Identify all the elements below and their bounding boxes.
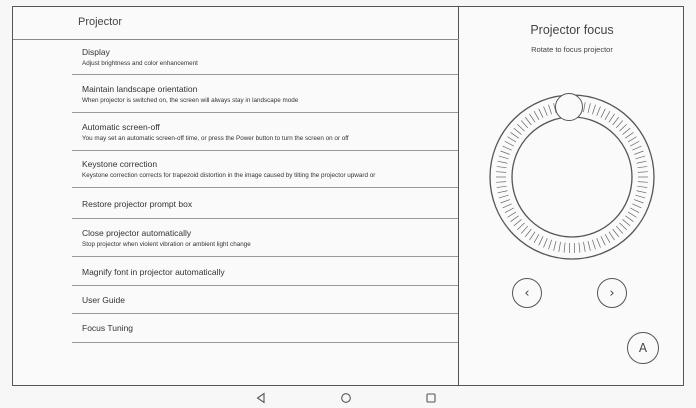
- dial-tick: [505, 141, 514, 146]
- dial-tick: [514, 128, 522, 134]
- dial-tick: [583, 242, 585, 252]
- setting-title: Display: [82, 47, 110, 57]
- dial-tick: [496, 182, 506, 183]
- recents-square-icon[interactable]: [425, 392, 437, 404]
- dial-tick: [597, 107, 601, 116]
- dial-tick: [534, 111, 539, 120]
- dial-tick: [601, 109, 605, 118]
- dial-tick: [637, 161, 647, 163]
- dial-tick: [623, 219, 631, 225]
- setting-subtitle: Keystone correction corrects for trapezoid distortion in the image caused by tilting the projector upward or: [82, 172, 376, 179]
- setting-title: Magnify font in projector automatically: [82, 267, 225, 277]
- dial-tick: [588, 103, 590, 113]
- system-navbar: [0, 386, 696, 408]
- dial-tick: [499, 195, 509, 198]
- setting-item-landscape[interactable]: [72, 75, 458, 113]
- dial-tick: [496, 172, 506, 173]
- dial-tick: [623, 128, 631, 134]
- dial-tick: [549, 105, 552, 115]
- window-frame: [12, 6, 684, 386]
- focus-subtitle: Rotate to focus projector: [531, 45, 613, 54]
- dial-tick: [597, 238, 601, 247]
- dial-tick: [579, 243, 580, 253]
- chevron-left-icon: ‹: [524, 285, 530, 301]
- setting-title: Automatic screen-off: [82, 122, 160, 132]
- setting-item-user-guide[interactable]: [72, 286, 458, 314]
- focus-panel: [460, 7, 684, 385]
- dial-tick: [619, 124, 626, 131]
- dial-tick: [501, 151, 510, 154]
- dial-tick: [634, 200, 643, 203]
- dial-tick: [544, 238, 548, 247]
- dial-tick: [616, 226, 623, 233]
- dial-tick: [501, 200, 510, 203]
- setting-subtitle: When projector is switched on, the screen will always stay in landscape mode: [82, 97, 299, 104]
- focus-title: Projector focus: [530, 23, 614, 37]
- dial-tick: [630, 141, 639, 146]
- dial-tick: [613, 117, 619, 125]
- dial-tick: [635, 195, 645, 198]
- dial-tick: [634, 151, 643, 154]
- dial-tick: [630, 208, 639, 213]
- setting-item-close-auto[interactable]: [72, 219, 458, 257]
- dial-tick: [605, 234, 610, 243]
- focus-next-button[interactable]: [597, 278, 627, 308]
- dial-tick: [517, 124, 524, 131]
- dial-tick: [503, 204, 512, 208]
- dial-tick: [554, 241, 556, 251]
- dial-tick: [539, 236, 543, 245]
- setting-item-focus-tuning[interactable]: [72, 314, 458, 343]
- focus-prev-button[interactable]: [512, 278, 542, 308]
- dial-tick: [499, 156, 509, 159]
- dial-tick: [638, 172, 648, 173]
- dial-tick: [514, 219, 522, 225]
- auto-focus-icon: A: [638, 341, 648, 355]
- dial-tick: [517, 223, 524, 230]
- dial-tick: [588, 241, 590, 251]
- dial-tick: [592, 240, 595, 250]
- setting-subtitle: Stop projector when violent vibration or ambient light change: [82, 241, 251, 248]
- setting-title: Close projector automatically: [82, 228, 192, 238]
- settings-list: [72, 41, 458, 343]
- dial-tick: [544, 107, 548, 116]
- dial-tick: [583, 102, 585, 112]
- dial-tick: [637, 191, 647, 193]
- dial-tick: [635, 156, 645, 159]
- setting-subtitle: You may set an automatic screen-off time, or press the Power button to turn the screen on or off: [82, 135, 349, 142]
- back-triangle-icon[interactable]: [255, 392, 267, 404]
- dial-tick: [498, 161, 508, 163]
- dial-tick: [605, 111, 610, 120]
- page-title: Projector: [78, 16, 123, 28]
- dial-tick: [511, 132, 519, 138]
- settings-header: [13, 7, 459, 40]
- dial-tick: [637, 186, 647, 187]
- dial-tick: [564, 243, 565, 253]
- setting-item-display[interactable]: [72, 41, 458, 75]
- dial-tick: [530, 114, 536, 122]
- dial-tick: [632, 204, 641, 208]
- setting-item-restore-prompt[interactable]: [72, 188, 458, 219]
- settings-panel: [13, 7, 459, 385]
- dial-tick: [525, 229, 531, 237]
- setting-title: Maintain landscape orientation: [82, 84, 198, 94]
- dial-tick: [632, 146, 641, 150]
- dial-tick: [530, 232, 536, 240]
- setting-item-screen-off[interactable]: [72, 113, 458, 151]
- dial-tick: [609, 114, 615, 122]
- setting-subtitle: Adjust brightness and color enhancement: [82, 60, 198, 67]
- dial-tick: [534, 234, 539, 243]
- dial-tick: [505, 208, 514, 213]
- dial-tick: [497, 166, 507, 167]
- dial-tick: [601, 236, 605, 245]
- dial-tick: [549, 240, 552, 250]
- dial-tick: [525, 117, 531, 125]
- setting-title: Focus Tuning: [82, 323, 134, 333]
- setting-item-magnify-font[interactable]: [72, 257, 458, 286]
- dial-tick: [508, 137, 516, 142]
- setting-title: User Guide: [82, 295, 125, 305]
- setting-title: Keystone correction: [82, 159, 158, 169]
- dial-tick: [628, 212, 636, 217]
- dial-tick: [609, 232, 615, 240]
- dial-tick: [619, 223, 626, 230]
- dial-tick: [628, 137, 636, 142]
- dial-tick: [498, 191, 508, 193]
- dial-tick: [625, 132, 633, 138]
- focus-knob-handle[interactable]: [555, 93, 583, 121]
- dial-tick: [521, 121, 528, 128]
- setting-item-keystone[interactable]: [72, 151, 458, 188]
- dial-tick: [521, 226, 528, 233]
- dial-tick: [508, 212, 516, 217]
- dial-tick: [637, 166, 647, 167]
- dial-tick: [559, 242, 561, 252]
- dial-tick: [592, 105, 595, 115]
- dial-tick: [613, 229, 619, 237]
- dial-tick: [511, 216, 519, 222]
- home-circle-icon[interactable]: [340, 392, 352, 404]
- dial-tick: [539, 109, 543, 118]
- auto-focus-button[interactable]: [627, 332, 659, 364]
- dial-tick: [497, 186, 507, 187]
- dial-tick: [503, 146, 512, 150]
- dial-tick: [625, 216, 633, 222]
- chevron-right-icon: ›: [609, 285, 615, 301]
- dial-tick: [638, 182, 648, 183]
- dial-tick: [616, 121, 623, 128]
- setting-title: Restore projector prompt box: [82, 199, 193, 209]
